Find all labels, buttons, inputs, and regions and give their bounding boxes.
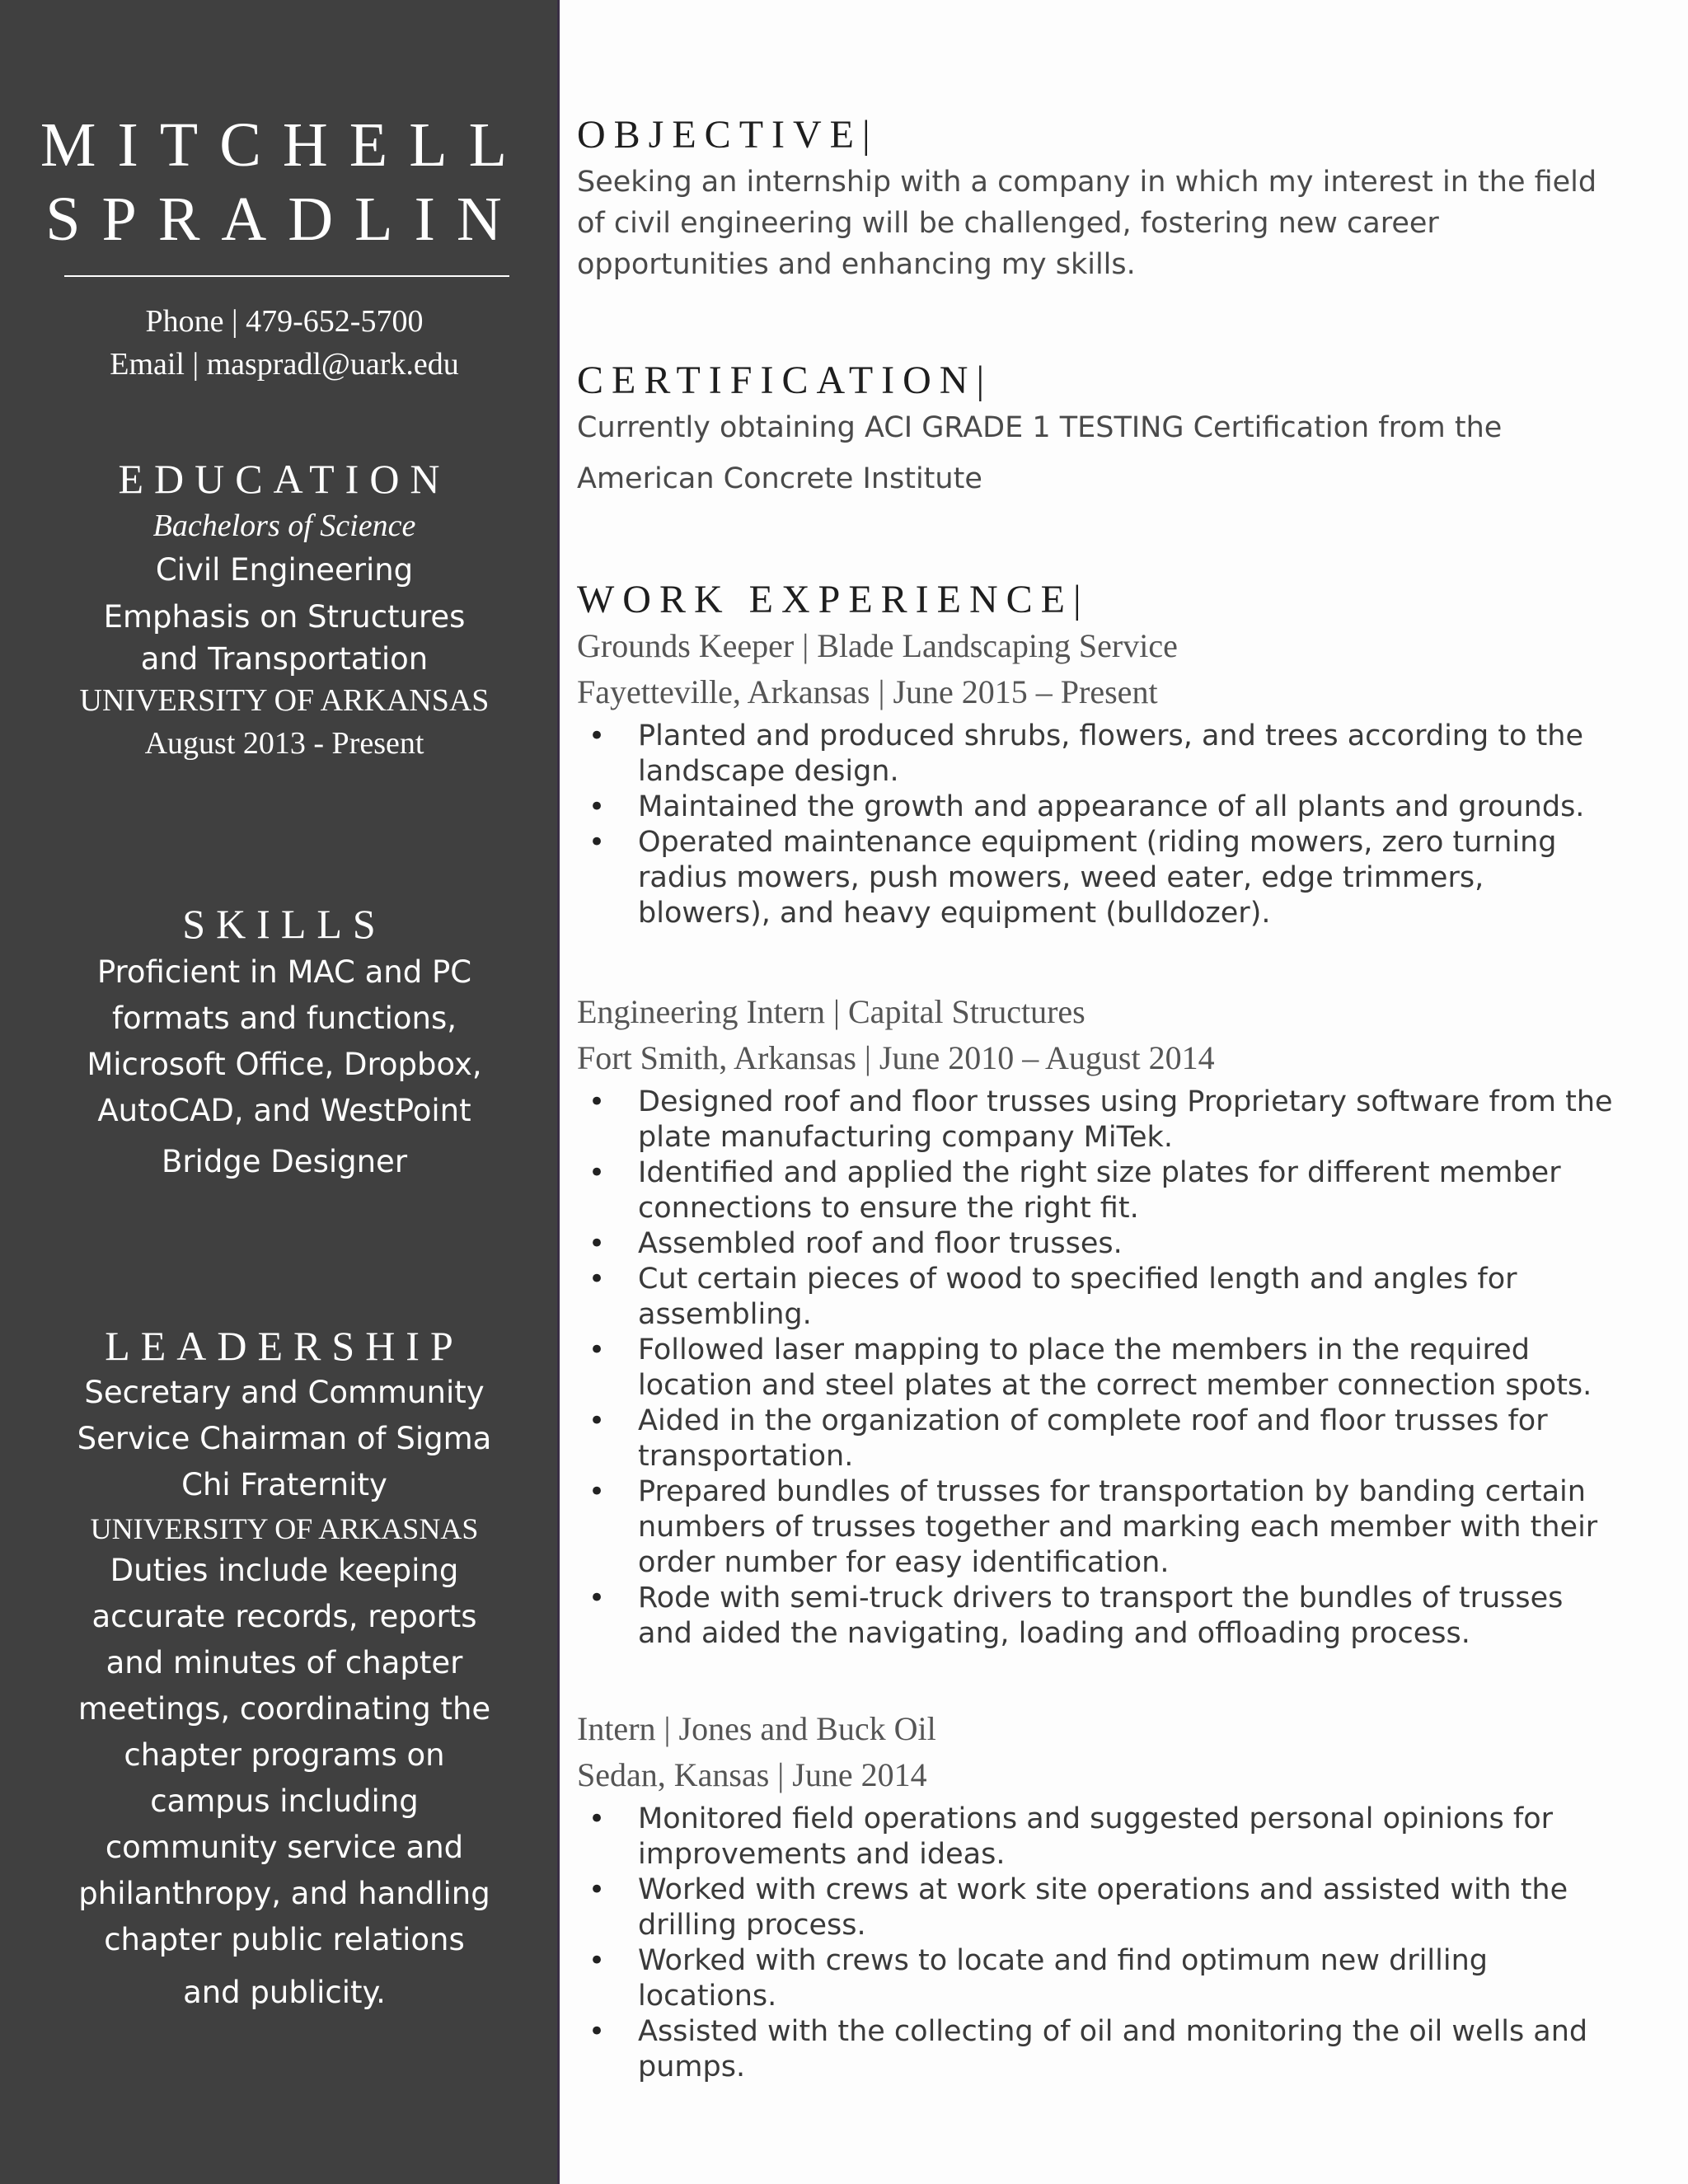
bullet-item: • Followed laser mapping to place the members in the required location and steel plates at the correct member connection spots.	[577, 1333, 1624, 1404]
bullet-item: • Prepared bundles of trusses for transportation by banding certain numbers of trusses together and marking each member with their order number for easy identification.	[577, 1474, 1624, 1581]
objective-text: Seeking an internship with a company in which my interest in the field of civil engineering will be challenged, fostering new career opportunities and enhancing my skills.	[577, 166, 1597, 281]
education-dates: August 2013 - Present	[144, 726, 424, 761]
email: Email | maspradl@uark.edu	[110, 347, 459, 382]
certification-heading: CERTIFICATION|	[577, 359, 993, 402]
job-bullets	[577, 1085, 1624, 1652]
leadership-heading: LEADERSHIP	[105, 1323, 464, 1369]
job-location: Sedan, Kansas | June 2014	[577, 1756, 927, 1793]
job-bullets	[577, 1802, 1624, 2085]
leadership-university: UNIVERSITY OF ARKASNAS	[90, 1512, 479, 1545]
education-major: Civil Engineering	[155, 552, 414, 588]
name-divider	[64, 275, 509, 277]
certification-text: Currently obtaining ACI GRADE 1 TESTING Certification from the American Concrete Institute	[577, 411, 1503, 495]
objective-heading: OBJECTIVE|	[577, 113, 879, 157]
phone: Phone | 479-652-5700	[145, 304, 424, 339]
education-emphasis: Emphasis on Structures and Transportation	[103, 599, 466, 677]
skills-text: Proficient in MAC and PC formats and functions, Microsoft Office, Dropbox, AutoCAD, and WestPoint	[87, 954, 482, 1128]
bullet-item: • Planted and produced shrubs, flowers, and trees according to the landscape design.	[577, 719, 1624, 790]
bullet-item: • Designed roof and floor trusses using Proprietary software from the plate manufacturing company MiTek.	[577, 1085, 1624, 1155]
sidebar-border	[557, 0, 560, 2184]
bullet-item: • Identified and applied the right size plates for different member connections to ensure the right fit.	[577, 1155, 1624, 1226]
name-last: SPRADLIN	[45, 185, 523, 254]
bullet-item: • Aided in the organization of complete roof and floor trusses for transportation.	[577, 1404, 1624, 1474]
job-title: Engineering Intern | Capital Structures	[577, 993, 1085, 1030]
education-heading: EDUCATION	[118, 456, 451, 502]
job-location: Fayetteville, Arkansas | June 2015 – Present	[577, 673, 1158, 710]
bullet-item: • Cut certain pieces of wood to specified length and angles for assembling.	[577, 1262, 1624, 1333]
job-location: Fort Smith, Arkansas | June 2010 – August 2014	[577, 1039, 1215, 1076]
bullet-item: • Operated maintenance equipment (riding mowers, zero turning radius mowers, push mowers, weed eater, edge trimmers, blowers), and heavy equipment (bulldozer).	[577, 825, 1624, 931]
name-first: MITCHELL	[40, 110, 529, 180]
education-university: UNIVERSITY OF ARKANSAS	[79, 683, 490, 718]
job-title: Grounds Keeper | Blade Landscaping Service	[577, 627, 1178, 664]
bullet-item: • Worked with crews to locate and find optimum new drilling locations.	[577, 1943, 1624, 2014]
bullet-item: • Worked with crews at work site operations and assisted with the drilling process.	[577, 1872, 1624, 1943]
leadership-role: Secretary and Community Service Chairman of Sigma Chi Fraternity	[77, 1375, 492, 1502]
job-title: Intern | Jones and Buck Oil	[577, 1710, 936, 1747]
skills-heading: SKILLS	[182, 901, 387, 947]
bullet-item: • Assembled roof and floor trusses.	[577, 1226, 1624, 1262]
skills-text-2: Bridge Designer	[161, 1144, 408, 1179]
job-bullets	[577, 719, 1624, 931]
leadership-duties: Duties include keeping accurate records, reports and minutes of chapter meetings, coordinating the chapter programs on campus including community service and philanthropy, and handling chapter public relations	[77, 1553, 491, 1957]
work-heading: WORK EXPERIENCE|	[577, 578, 1090, 621]
bullet-item: • Rode with semi-truck drivers to transport the bundles of trusses and aided the navigating, loading and offloading process.	[577, 1581, 1624, 1652]
sidebar	[0, 0, 557, 2184]
bullet-item: • Assisted with the collecting of oil and monitoring the oil wells and pumps.	[577, 2014, 1624, 2085]
education-degree: Bachelors of Science	[152, 509, 416, 543]
leadership-duties-end: and publicity.	[183, 1975, 386, 2010]
bullet-item: • Maintained the growth and appearance of all plants and grounds.	[577, 790, 1624, 825]
bullet-item: • Monitored field operations and suggested personal opinions for improvements and ideas.	[577, 1802, 1624, 1872]
